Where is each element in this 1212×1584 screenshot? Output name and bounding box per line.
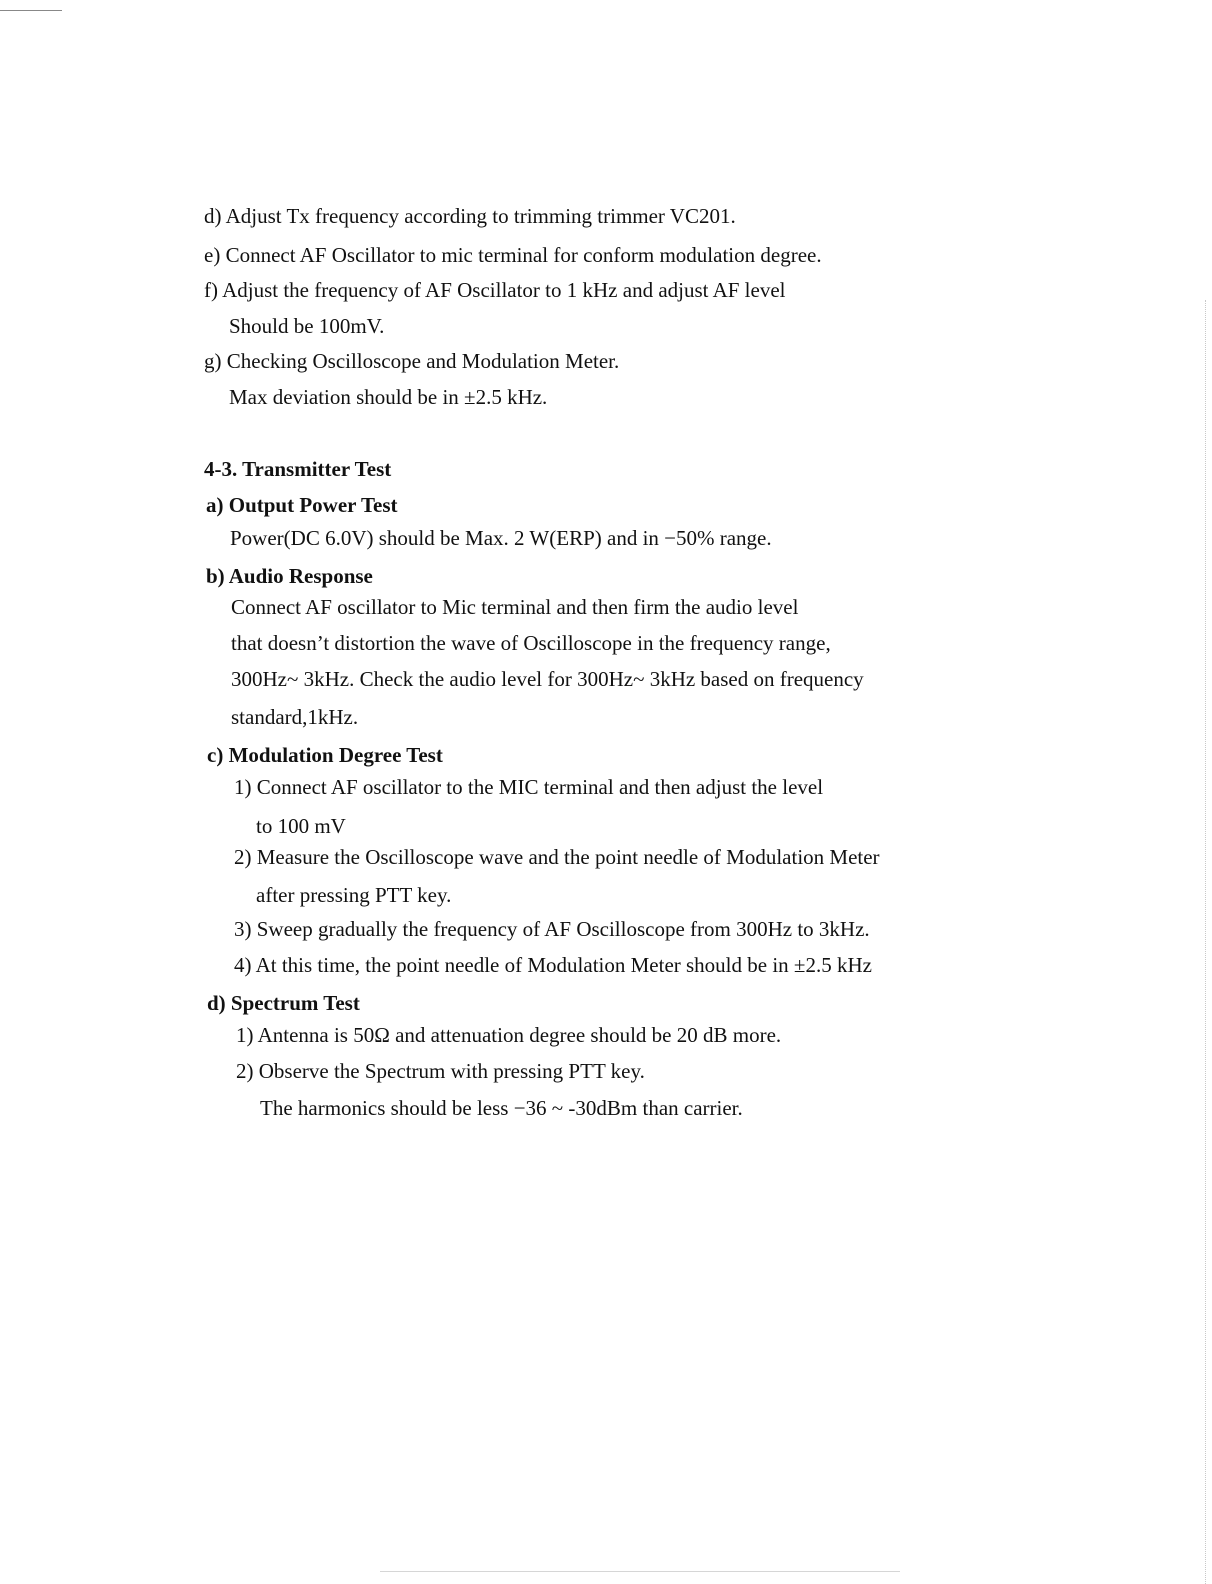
scan-mark-top bbox=[0, 10, 62, 11]
modulation-step-4: 4) At this time, the point needle of Modulation Meter should be in ±2.5 kHz bbox=[234, 953, 872, 977]
modulation-step-3: 3) Sweep gradually the frequency of AF Oscilloscope from 300Hz to 3kHz. bbox=[234, 917, 870, 941]
modulation-step-1-line-2: to 100 mV bbox=[256, 814, 346, 838]
audio-response-line-4: standard,1kHz. bbox=[231, 705, 359, 729]
audio-response-heading: b) Audio Response bbox=[206, 564, 373, 588]
modulation-degree-heading: c) Modulation Degree Test bbox=[207, 743, 443, 767]
spectrum-step-1: 1) Antenna is 50Ω and attenuation degree should be 20 dB more. bbox=[236, 1023, 782, 1047]
section-title: 4-3. Transmitter Test bbox=[204, 457, 392, 481]
spectrum-step-2-line-1: 2) Observe the Spectrum with pressing PTT key. bbox=[236, 1059, 645, 1083]
output-power-text: Power(DC 6.0V) should be Max. 2 W(ERP) and in −50% range. bbox=[230, 526, 772, 550]
audio-response-line-1: Connect AF oscillator to Mic terminal and then firm the audio level bbox=[231, 595, 799, 619]
spectrum-test-heading: d) Spectrum Test bbox=[207, 991, 360, 1015]
step-g-max-deviation: Max deviation should be in ±2.5 kHz. bbox=[229, 385, 548, 409]
modulation-step-2-line-2: after pressing PTT key. bbox=[256, 883, 452, 907]
scan-edge-right bbox=[1205, 300, 1206, 1584]
step-e-connect-af: e) Connect AF Oscillator to mic terminal for conform modulation degree. bbox=[204, 243, 822, 267]
modulation-step-2-line-1: 2) Measure the Oscilloscope wave and the point needle of Modulation Meter bbox=[234, 845, 880, 869]
output-power-heading: a) Output Power Test bbox=[206, 493, 398, 517]
step-d-adjust-tx: d) Adjust Tx frequency according to trimming trimmer VC201. bbox=[204, 204, 736, 228]
step-f-should-be: Should be 100mV. bbox=[229, 314, 385, 338]
audio-response-line-3: 300Hz~ 3kHz. Check the audio level for 300Hz~ 3kHz based on frequency bbox=[231, 667, 864, 691]
spectrum-step-2-line-2: The harmonics should be less −36 ~ -30dBm than carrier. bbox=[260, 1096, 743, 1120]
step-f-adjust-frequency: f) Adjust the frequency of AF Oscillator to 1 kHz and adjust AF level bbox=[204, 278, 786, 302]
audio-response-line-2: that doesn’t distortion the wave of Oscilloscope in the frequency range, bbox=[231, 631, 831, 655]
scan-edge-bottom bbox=[380, 1571, 900, 1572]
modulation-step-1-line-1: 1) Connect AF oscillator to the MIC terminal and then adjust the level bbox=[234, 775, 824, 799]
step-g-checking: g) Checking Oscilloscope and Modulation Meter. bbox=[204, 349, 620, 373]
